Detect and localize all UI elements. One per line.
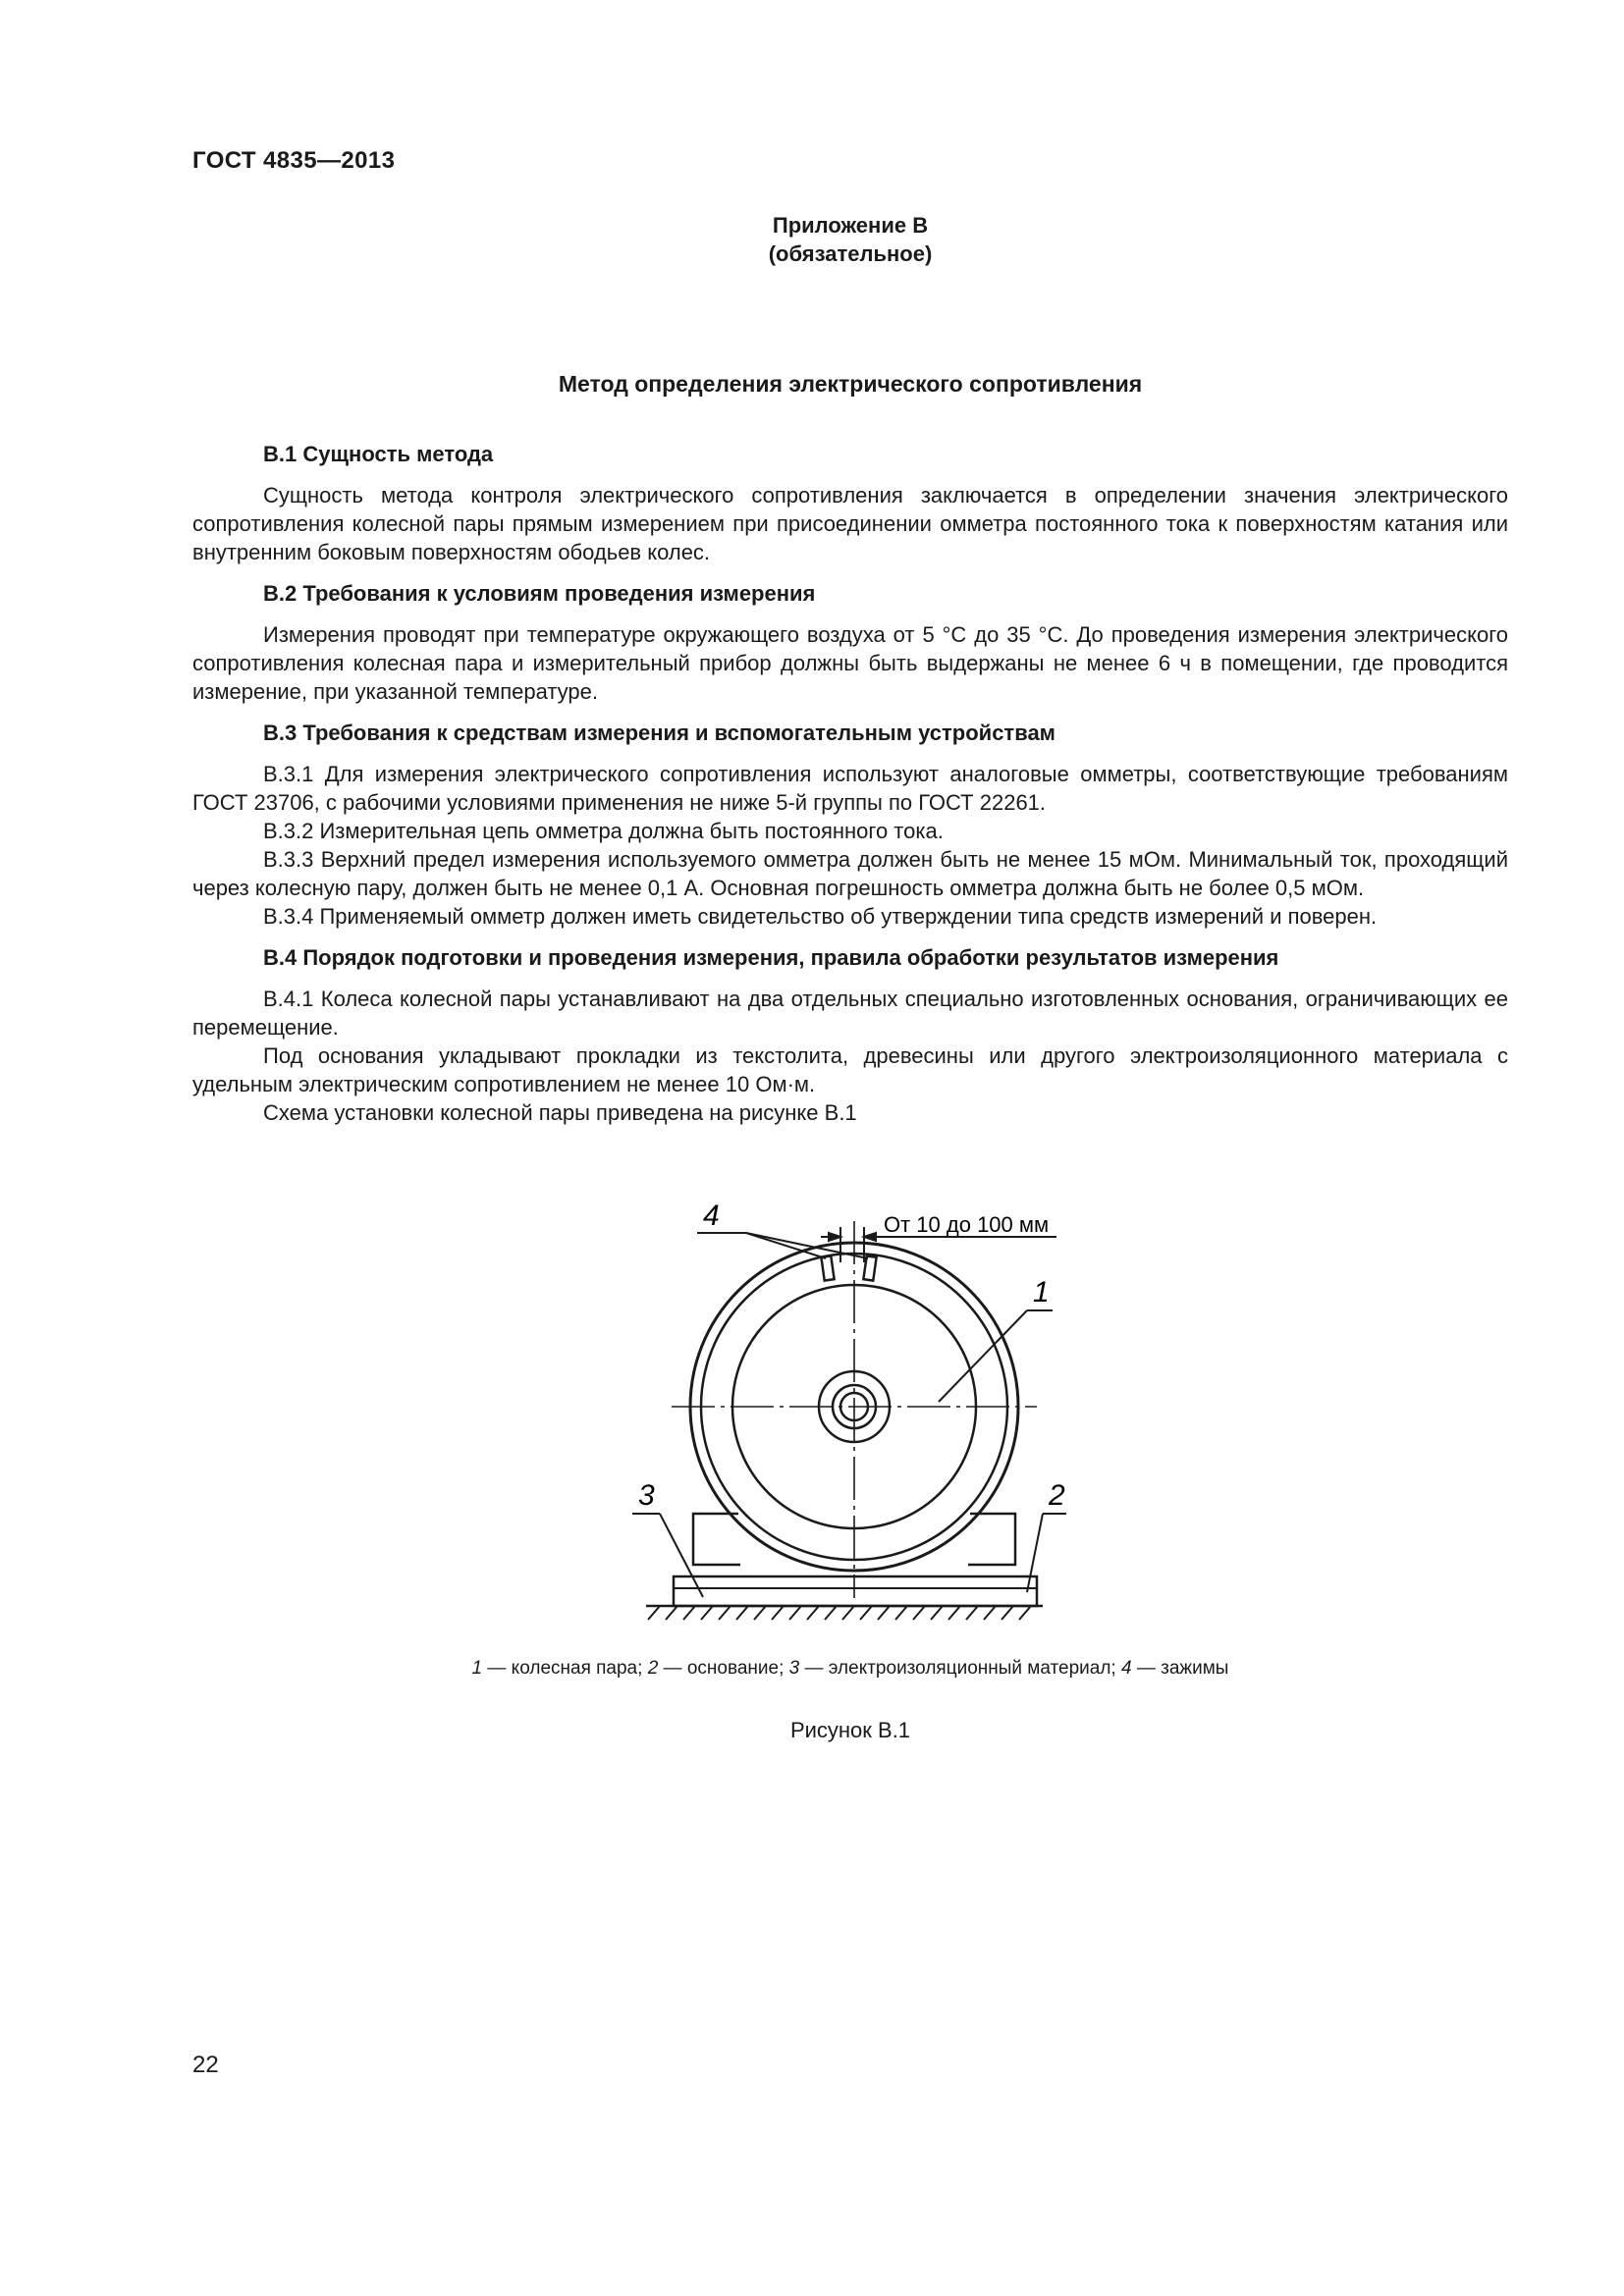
figure-label-4: 4 — [703, 1200, 720, 1232]
paragraph: В.3.2 Измерительная цепь омметра должна быть постоянного тока. — [263, 819, 944, 843]
figure-caption: Рисунок В.1 — [789, 1718, 911, 1742]
legend-num-1: 1 — [471, 1658, 483, 1679]
figure-label-1: 1 — [1033, 1276, 1050, 1308]
section-heading-b4: В.4 Порядок подготовки и проведения измерения, правила обработки результатов измерения — [263, 945, 1279, 970]
paragraph: В.3.1 Для измерения электрического сопротивления используют аналоговые омметры, соответствующие требованиям ГОСТ 23706, с рабочими условиями применения не ниже 5-й группы по ГОСТ 22261. — [192, 762, 1508, 815]
ground-hatching — [646, 1606, 1043, 1620]
legend-num-2: 2 — [647, 1658, 659, 1679]
page-number: 22 — [192, 2052, 219, 2078]
page-title: Метод определения электрического сопротивления — [558, 371, 1143, 397]
paragraph: В.3.3 Верхний предел измерения используемого омметра должен быть не менее 15 мОм. Минимальный ток, проходящий через колесную пару, должен быть не менее 0,1 А. Основная погрешность омметра должна быть не более 0,5 мОм. — [192, 847, 1508, 900]
document-body — [192, 440, 1508, 1127]
annex-status: (обязательное) — [768, 241, 933, 266]
figure-legend — [192, 1658, 1508, 1680]
paragraph: В.3.4 Применяемый омметр должен иметь свидетельство об утверждении типа средств измерений и поверен. — [263, 904, 1378, 929]
figure-label-3: 3 — [638, 1479, 655, 1512]
annex-heading — [192, 211, 1508, 268]
paragraph: Под основания укладывают прокладки из текстолита, древесины или другого электроизоляционного материала с удельным электрическим сопротивлением не менее 10 Ом·м. — [192, 1043, 1508, 1096]
legend-num-4: 4 — [1120, 1658, 1132, 1679]
legend-text-4: — зажимы — [1131, 1658, 1229, 1679]
annex-title: Приложение В — [772, 213, 929, 238]
section-heading-b1: В.1 Сущность метода — [263, 442, 494, 466]
paragraph: Измерения проводят при температуре окружающего воздуха от 5 °С до 35 °С. До проведения измерения электрического сопротивления колесная пара и измерительный прибор должны быть выдержаны не менее 6 ч в помещении, где проводится измерение, при указанной температуре. — [192, 622, 1508, 704]
document-header: ГОСТ 4835—2013 — [192, 147, 396, 174]
paragraph: В.4.1 Колеса колесной пары устанавливают на два отдельных специально изготовленных основания, ограничивающих ее перемещение. — [192, 987, 1508, 1040]
legend-num-3: 3 — [788, 1658, 800, 1679]
section-heading-b3: В.3 Требования к средствам измерения и вспомогательным устройствам — [263, 721, 1056, 745]
dimension-label: От 10 до 100 мм — [884, 1212, 1050, 1237]
legend-text-2: — основание; — [658, 1658, 789, 1679]
paragraph: Сущность метода контроля электрического сопротивления заключается в определении значения электрического сопротивления колесной пары прямым измерением при присоединении омметра постоянного тока к поверхностям катания или внутренним боковым поверхностям ободьев колес. — [192, 483, 1508, 564]
base-plate — [674, 1576, 1037, 1606]
legend-text-1: — колесная пара; — [482, 1658, 648, 1679]
paragraph: Схема установки колесной пары приведена на рисунке В.1 — [263, 1100, 857, 1125]
wheelset-diagram — [628, 1183, 1080, 1644]
legend-text-3: — электроизоляционный материал; — [799, 1658, 1121, 1679]
section-heading-b2: В.2 Требования к условиям проведения измерения — [263, 581, 816, 606]
figure-label-2: 2 — [1049, 1479, 1065, 1512]
